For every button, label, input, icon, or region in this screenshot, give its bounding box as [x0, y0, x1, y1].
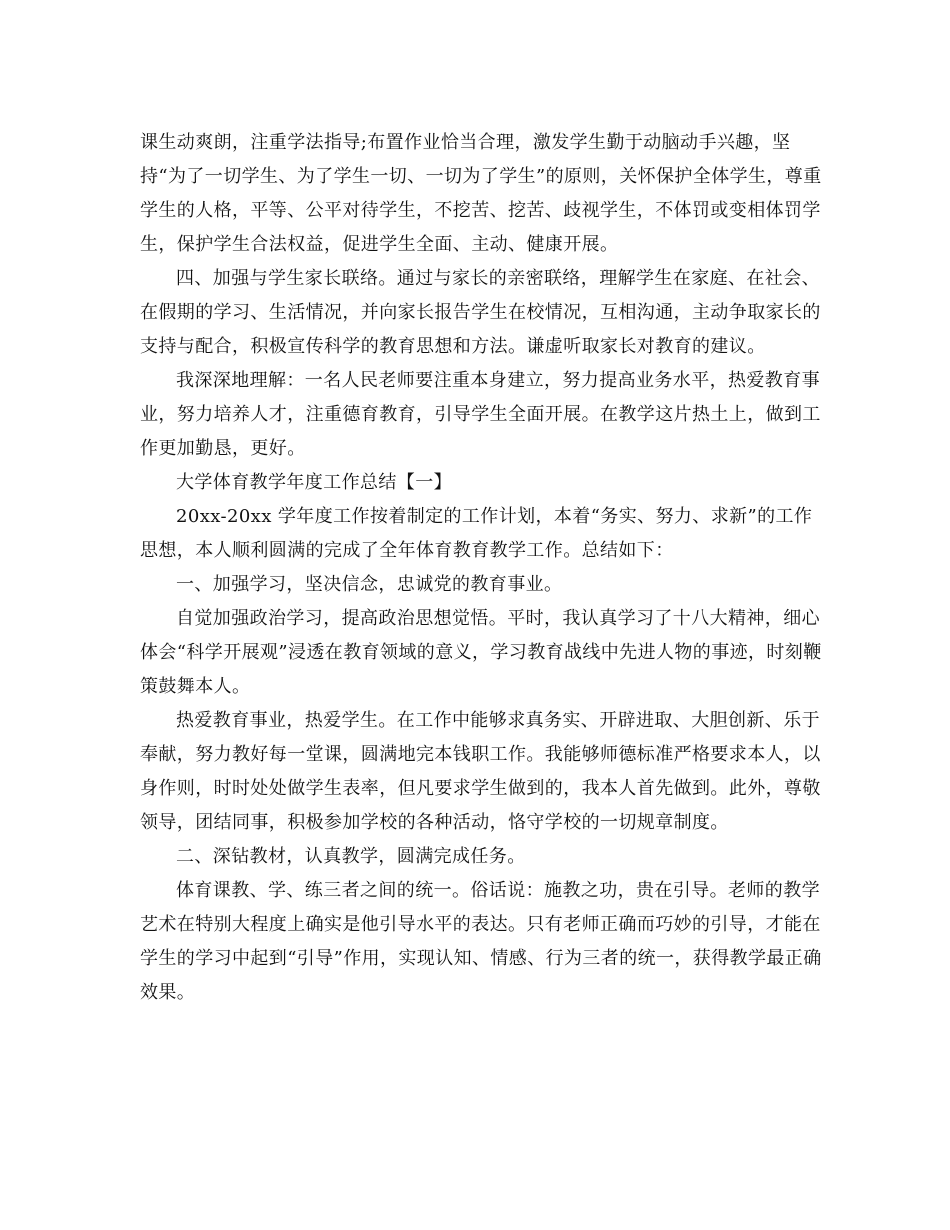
- paragraph-love-education: 热爱教育事业，热爱学生。在工作中能够求真务实、开辟进取、大胆创新、乐于奉献，努力教好每一堂课，圆满地完本钱职工作。我能够师德标准严格要求本人，以身作则，时时处处做学生表率，但凡要求学生做到的，我本人首先做到。此外，尊敬领导，团结同事，积极参加学校的各种活动，恪守学校的一切规章制度。: [140, 710, 821, 833]
- paragraph-year-summary: 20xx-20xx 学年度工作按着制定的工作计划，本着“务实、努力、求新”的工作思想，本人顺利圆满的完成了全年体育教育教学工作。总结如下：: [140, 506, 813, 561]
- paragraph-continuation: 课生动爽朗，注重学法指导;布置作业恰当合理，激发学生勤于动脑动手兴趣，坚持“为了一切学生、为了学生一切、一切为了学生”的原则，关怀保护全体学生，尊重学生的人格，平等、公平对待学生，不挖苦、挖苦、歧视学生，不体罚或变相体罚学生，保护学生合法权益，促进学生全面、主动、健康开展。: [140, 132, 822, 255]
- paragraph-teaching-unity: 体育课教、学、练三者之间的统一。俗话说：施教之功，贵在引导。老师的教学艺术在特别大程度上确实是他引导水平的表达。只有老师正确而巧妙的引导，才能在学生的学习中起到“引导”作用，实现认知、情感、行为三者的统一，获得教学最正确效果。: [140, 880, 822, 1003]
- document-body: [140, 126, 824, 1010]
- paragraph-parent-contact: 四、加强与学生家长联络。通过与家长的亲密联络，理解学生在家庭、在社会、在假期的学习、生活情况，并向家长报告学生在校情况，互相沟通，主动争取家长的支持与配合，积极宣传科学的教育思想和方法。谦虚听取家长对教育的建议。: [140, 268, 821, 357]
- subheading-teaching: 二、深钻教材，认真教学，圆满完成任务。: [176, 846, 526, 867]
- paragraph-understanding: 我深深地理解：一名人民老师要注重本身建立，努力提高业务水平，热爱教育事业，努力培养人才，注重德育教育，引导学生全面开展。在教学这片热土上，做到工作更加勤恳，更好。: [140, 370, 821, 459]
- subheading-study: 一、加强学习，坚决信念，忠诚党的教育事业。: [176, 574, 563, 595]
- paragraph-political-study: 自觉加强政治学习，提高政治思想觉悟。平时，我认真学习了十八大精神，细心体会“科学开展观”浸透在教育领域的意义，学习教育战线中先进人物的事迹，时刻鞭策鼓舞本人。: [140, 608, 822, 697]
- section-title: 大学体育教学年度工作总结【一】: [176, 472, 452, 493]
